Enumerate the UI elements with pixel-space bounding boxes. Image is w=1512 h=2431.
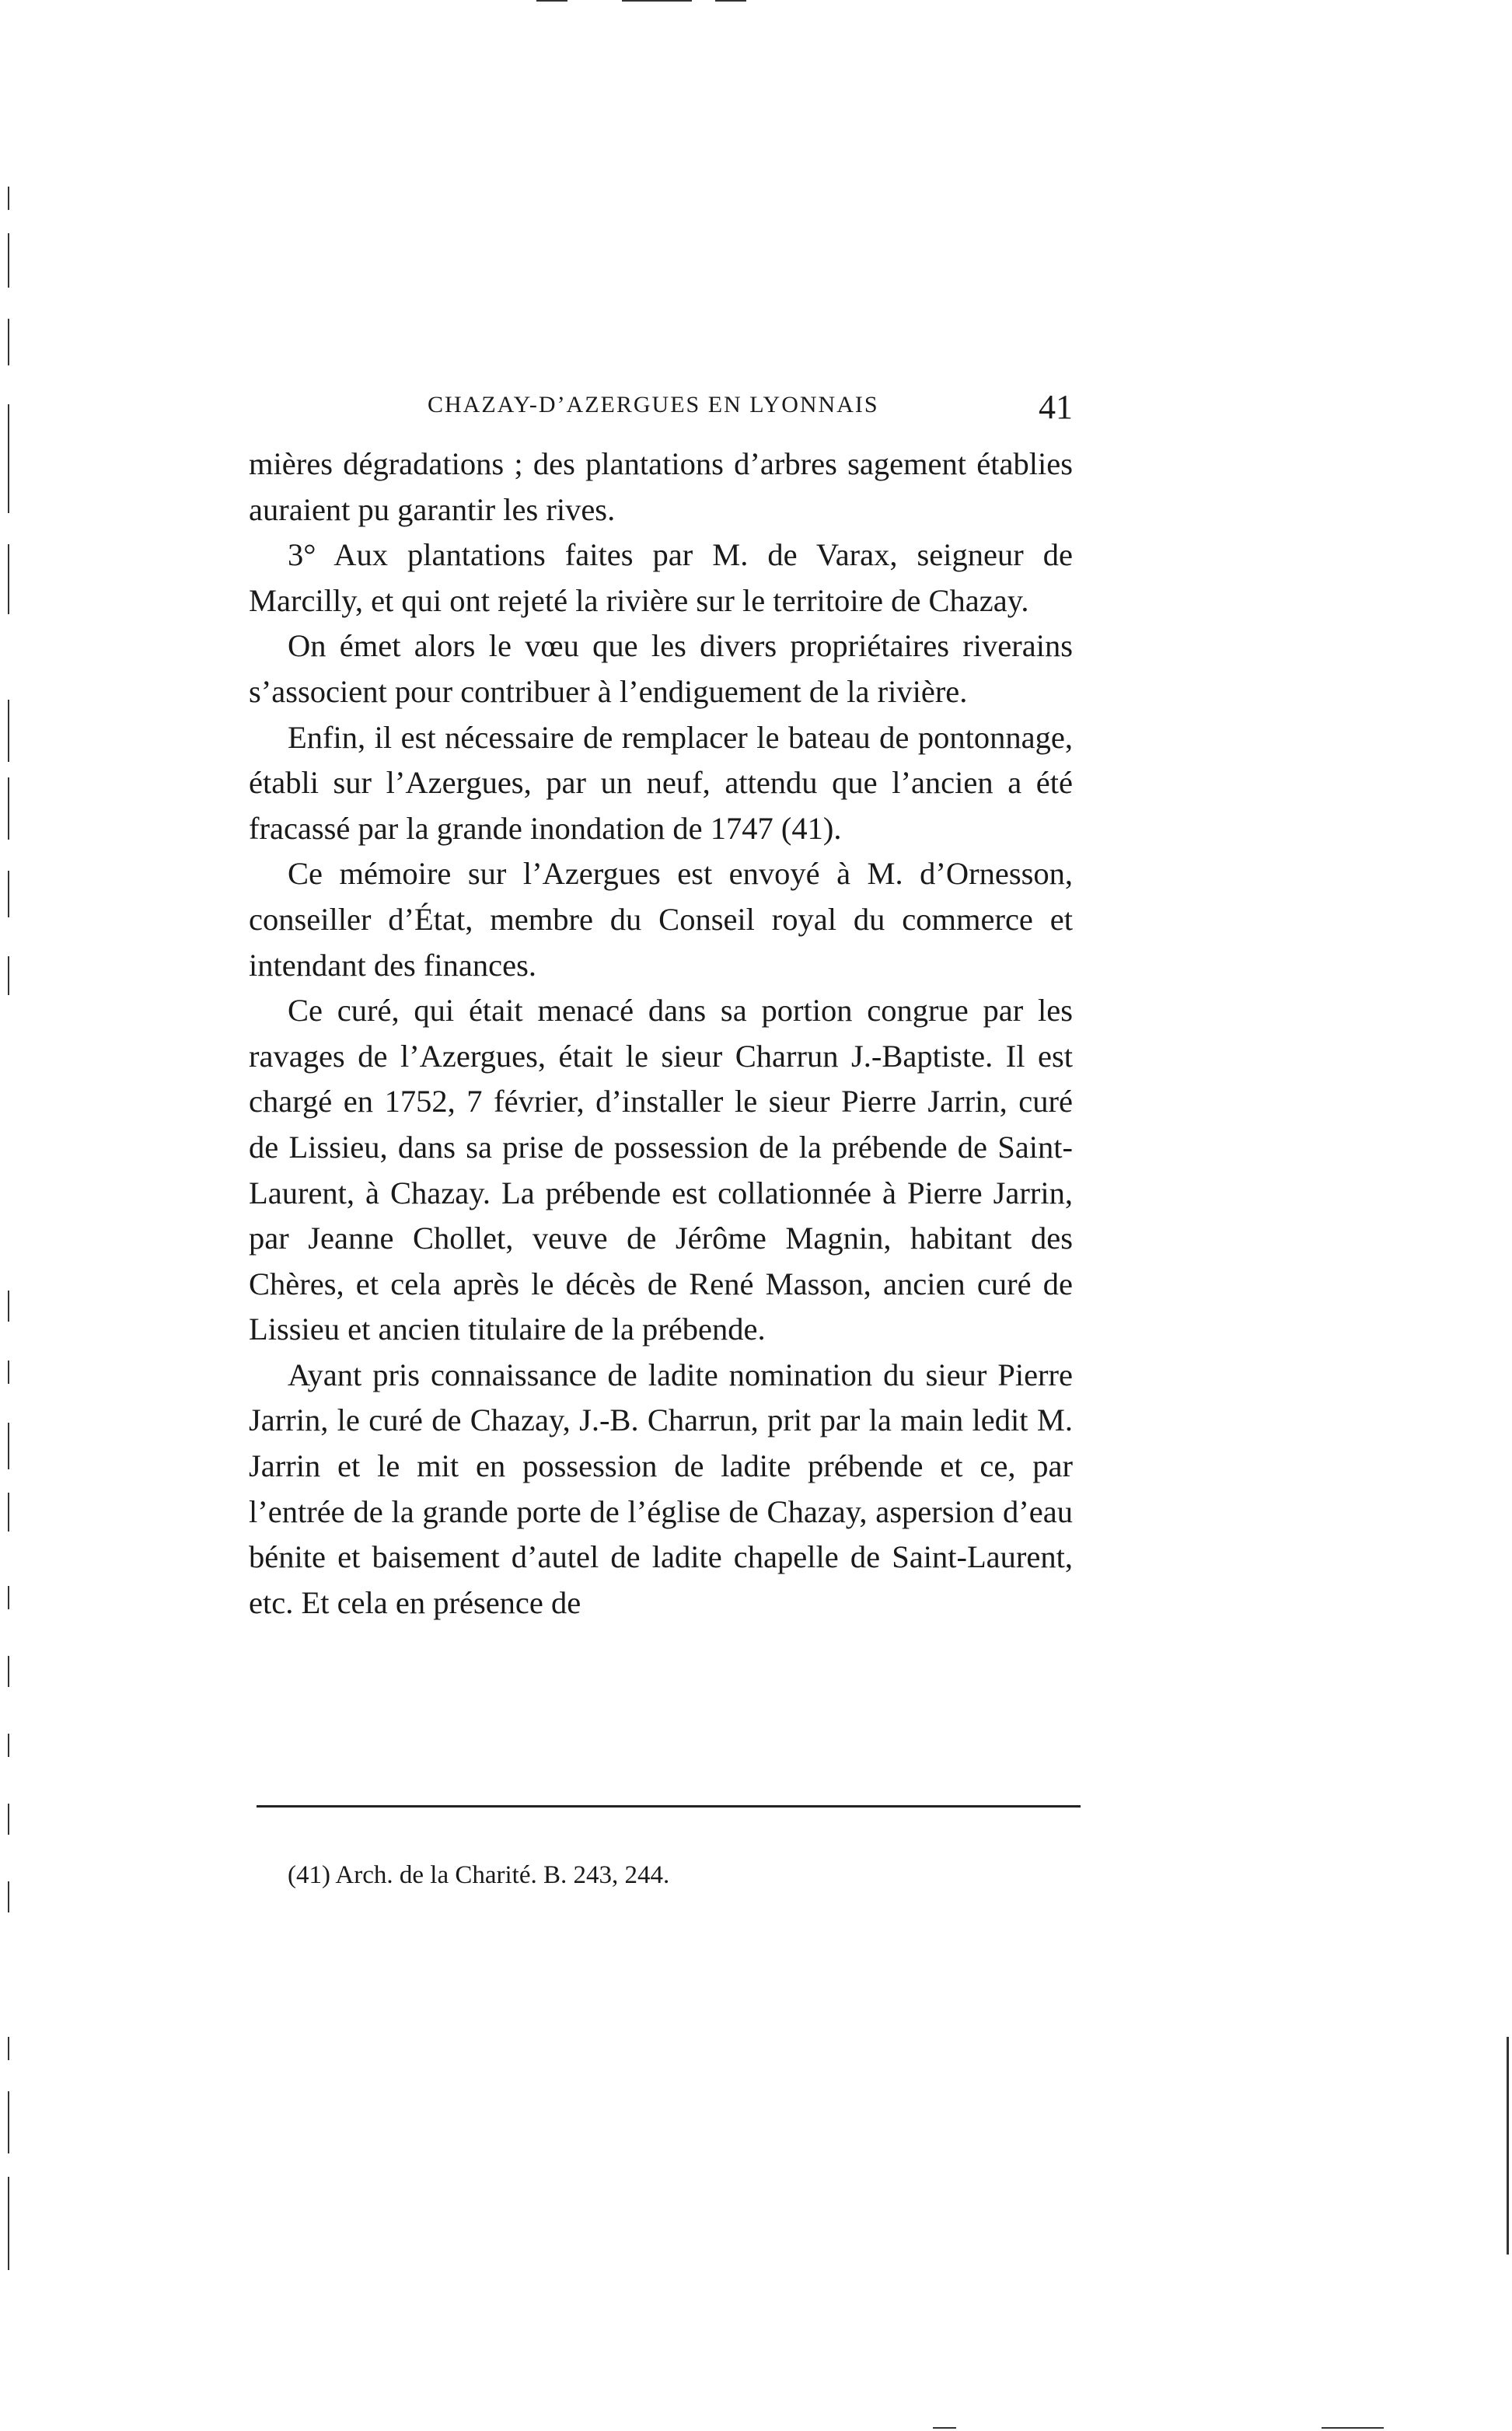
- left-margin-mark: [8, 1804, 9, 1835]
- right-edge-mark: [1507, 2037, 1509, 2255]
- running-title: CHAZAY-D’AZERGUES EN LYONNAIS: [428, 392, 879, 417]
- page-number: 41: [1039, 388, 1073, 426]
- top-edge-mark: [536, 0, 567, 2]
- page-header: [249, 387, 1073, 434]
- bottom-edge-mark: [933, 2427, 956, 2429]
- left-margin-mark: [8, 2091, 9, 2153]
- footnote-divider: [257, 1805, 1081, 1808]
- left-margin-mark: [8, 233, 9, 288]
- paragraph-5: Ce mémoire sur l’Azergues est envoyé à M. d’Ornesson, conseiller d’État, membre du Conseil royal du commerce et intendant des finances.: [249, 856, 1073, 983]
- left-margin-mark: [8, 2037, 9, 2060]
- body-text: [249, 442, 1073, 1626]
- left-margin-mark: [8, 1493, 9, 1532]
- paragraph-7: Ayant pris connaissance de ladite nomination du sieur Pierre Jarrin, le curé de Chazay, J.-B. Charrun, prit par la main ledit M. Jarrin et le mit en possession de ladite prébende et ce, par l’entrée de la grande porte de l’église de Chazay, aspersion d’eau bénite et baisement d’autel de ladite chapelle de Saint-Laurent, etc. Et cela en présence de: [249, 1357, 1073, 1620]
- left-margin-mark: [8, 319, 9, 365]
- left-margin-mark: [8, 404, 9, 513]
- left-margin-mark: [8, 1586, 9, 1609]
- left-margin-mark: [8, 544, 9, 614]
- paragraph-3: On émet alors le vœu que les divers propriétaires riverains s’associent pour contribuer à l’endiguement de la rivière.: [249, 628, 1073, 709]
- left-margin-mark: [8, 1734, 9, 1757]
- footnote: (41) Arch. de la Charité. B. 243, 244.: [288, 1861, 670, 1889]
- left-margin-mark: [8, 777, 9, 840]
- left-margin-mark: [8, 2177, 9, 2270]
- left-margin-mark: [8, 187, 9, 210]
- left-margin-mark: [8, 1291, 9, 1322]
- paragraph-1: mières dégradations ; des plantations d’arbres sagement établies auraient pu garantir les rives.: [249, 446, 1073, 527]
- top-edge-mark: [622, 0, 692, 2]
- paragraph-6: Ce curé, qui était menacé dans sa portion congrue par les ravages de l’Azergues, était le sieur Charrun J.-Baptiste. Il est chargé en 1752, 7 février, d’installer le sieur Pierre Jarrin, curé de Lissieu, dans sa prise de possession de la prébende de Saint-Laurent, à Chazay. La prébende est collationnée à Pierre Jarrin, par Jeanne Chollet, veuve de Jérôme Magnin, habitant des Chères, et cela après le décès de René Masson, ancien curé de Lissieu et ancien titulaire de la prébende.: [249, 993, 1073, 1347]
- paragraph-4: Enfin, il est nécessaire de remplacer le bateau de pontonnage, établi sur l’Azergues, par un neuf, attendu que l’ancien a été fracassé par la grande inondation de 1747 (41).: [249, 719, 1073, 846]
- left-margin-mark: [8, 700, 9, 762]
- left-margin-mark: [8, 1881, 9, 1912]
- left-margin-mark: [8, 1360, 9, 1384]
- top-edge-mark: [715, 0, 746, 2]
- left-margin-mark: [8, 1423, 9, 1469]
- left-margin-mark: [8, 871, 9, 917]
- bottom-edge-mark: [1322, 2427, 1384, 2429]
- left-margin-mark: [8, 1656, 9, 1687]
- left-margin-mark: [8, 956, 9, 995]
- paragraph-2: 3° Aux plantations faites par M. de Varax, seigneur de Marcilly, et qui ont rejeté la rivière sur le territoire de Chazay.: [249, 537, 1073, 618]
